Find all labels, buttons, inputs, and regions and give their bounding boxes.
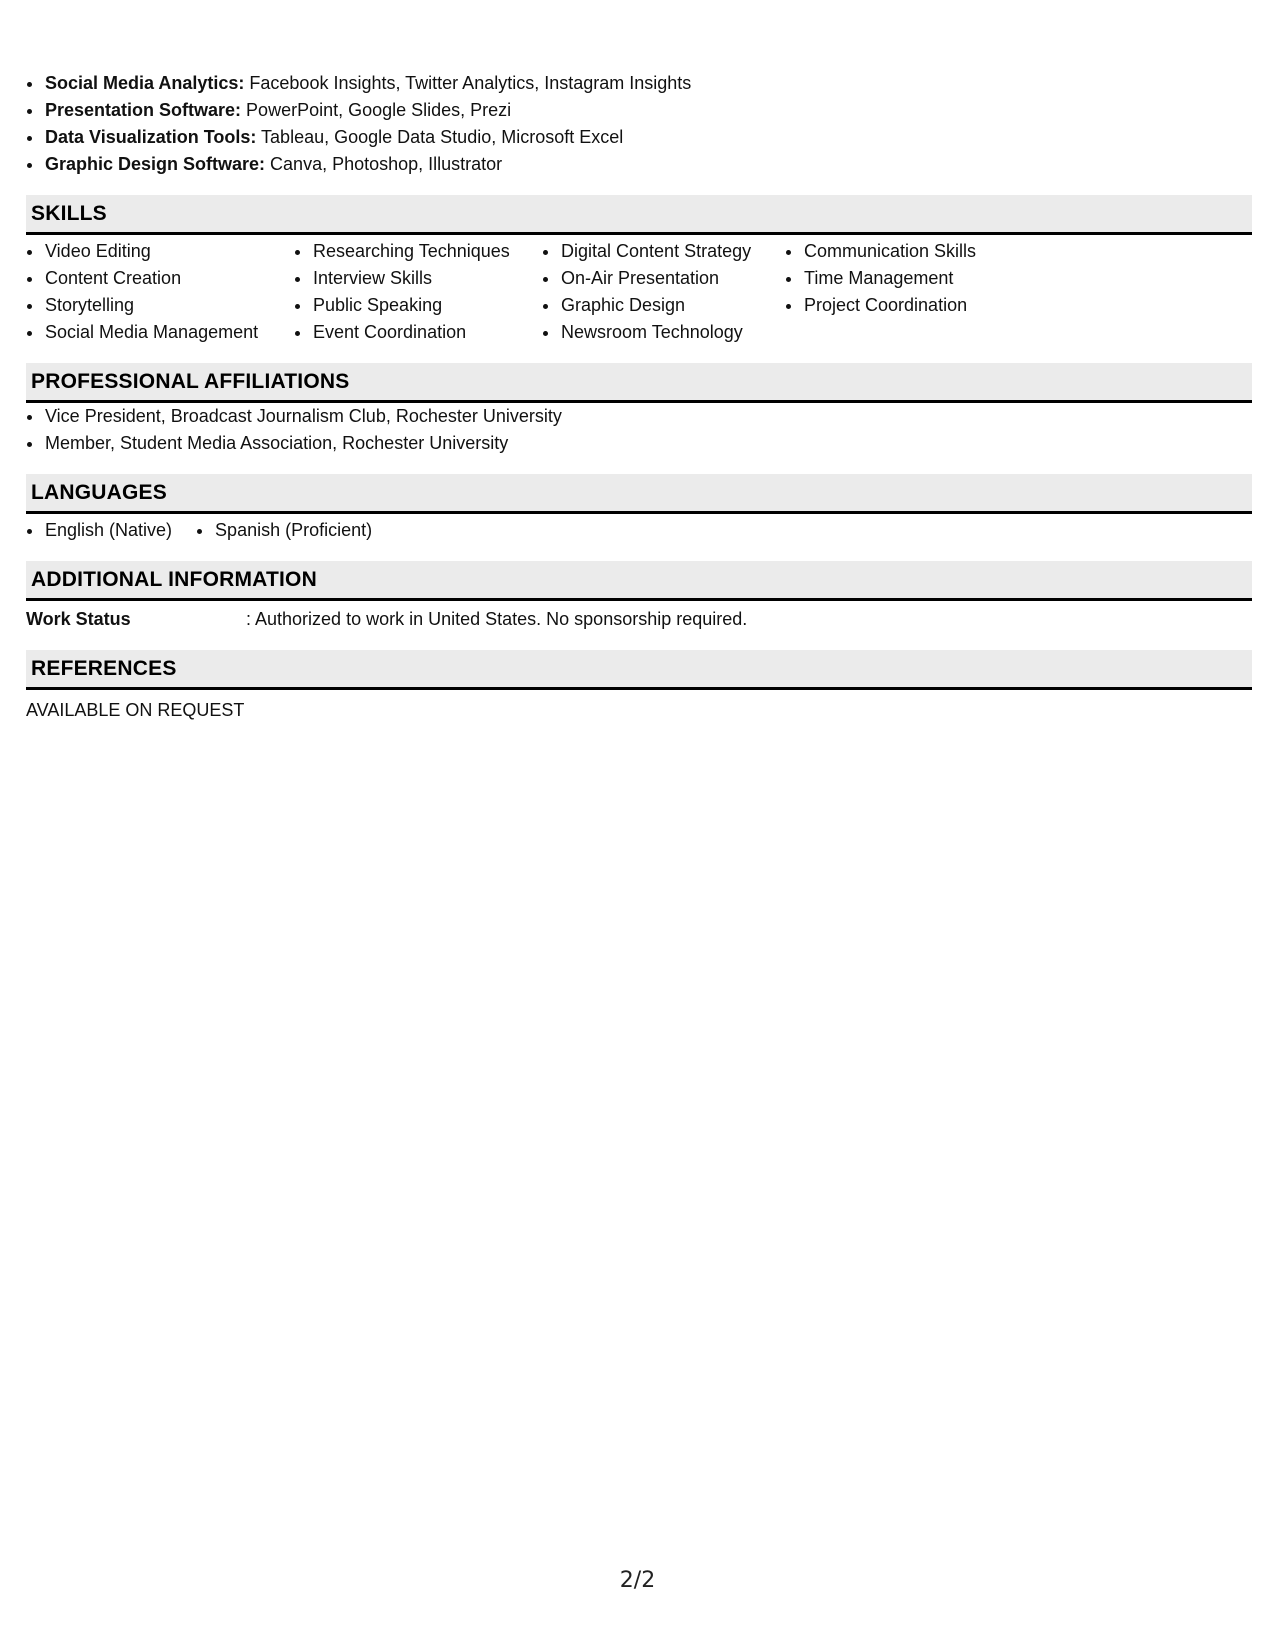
tools-item-value: Facebook Insights, Twitter Analytics, Instagram Insights: [244, 73, 692, 93]
affiliation-item: • Member, Student Media Association, Rochester University: [44, 430, 1252, 457]
skill-item: • Communication Skills: [803, 238, 1063, 265]
languages-row: [26, 517, 1252, 544]
skill-item: • Project Coordination: [803, 292, 1063, 319]
work-status-value: : Authorized to work in United States. No sponsorship required.: [246, 609, 748, 629]
affiliations-heading: PROFESSIONAL AFFILIATIONS: [26, 363, 1252, 403]
tools-item-value: Canva, Photoshop, Illustrator: [265, 154, 503, 174]
skill-item: • Newsroom Technology: [560, 319, 785, 346]
work-status-label: Work Status: [26, 609, 131, 629]
tools-item-value: Tableau, Google Data Studio, Microsoft Excel: [256, 127, 624, 147]
skill-item: • Storytelling: [44, 292, 294, 319]
tools-item-label: Presentation Software:: [45, 100, 242, 120]
tools-item-value: PowerPoint, Google Slides, Prezi: [241, 100, 512, 120]
skill-item: • Content Creation: [44, 265, 294, 292]
tools-item: [44, 151, 1252, 178]
tools-item: [44, 124, 1252, 151]
skill-item: • Researching Techniques: [312, 238, 542, 265]
skill-item: • Time Management: [803, 265, 1063, 292]
resume-page: [26, 70, 1252, 724]
references-section: [26, 650, 1252, 724]
skill-item: • Event Coordination: [312, 319, 542, 346]
skills-column: [785, 238, 1063, 346]
work-status-row: [26, 606, 1252, 633]
skill-item: • On-Air Presentation: [560, 265, 785, 292]
additional-heading: ADDITIONAL INFORMATION: [26, 561, 1252, 601]
affiliations-list: [26, 403, 1252, 457]
skill-item: • Public Speaking: [312, 292, 542, 319]
skill-item: • Video Editing: [44, 238, 294, 265]
skills-column: [294, 238, 542, 346]
language-item: • Spanish (Proficient): [214, 517, 372, 544]
tools-item-label: Graphic Design Software:: [45, 154, 266, 174]
skills-heading: SKILLS: [26, 195, 1252, 235]
languages-list: [196, 517, 372, 544]
page-number: 2/2: [619, 1568, 656, 1593]
languages-list: [26, 517, 172, 544]
tools-item: [44, 70, 1252, 97]
skills-column: [542, 238, 785, 346]
tools-item-label: Data Visualization Tools:: [45, 127, 257, 147]
tools-list: [26, 70, 1252, 178]
additional-section: [26, 561, 1252, 633]
skills-grid: [26, 238, 1252, 346]
skills-section: [26, 195, 1252, 346]
skill-item: • Graphic Design: [560, 292, 785, 319]
references-text: AVAILABLE ON REQUEST: [26, 700, 245, 720]
language-item: • English (Native): [44, 517, 172, 544]
languages-heading: LANGUAGES: [26, 474, 1252, 514]
affiliations-section: [26, 363, 1252, 457]
references-heading: REFERENCES: [26, 650, 1252, 690]
languages-section: [26, 474, 1252, 544]
skills-column: [26, 238, 294, 346]
tools-item-label: Social Media Analytics:: [45, 73, 245, 93]
affiliation-item: • Vice President, Broadcast Journalism Club, Rochester University: [44, 403, 1252, 430]
skill-item: • Digital Content Strategy: [560, 238, 785, 265]
skill-item: • Interview Skills: [312, 265, 542, 292]
skill-item: • Social Media Management: [44, 319, 294, 346]
tools-item: [44, 97, 1252, 124]
